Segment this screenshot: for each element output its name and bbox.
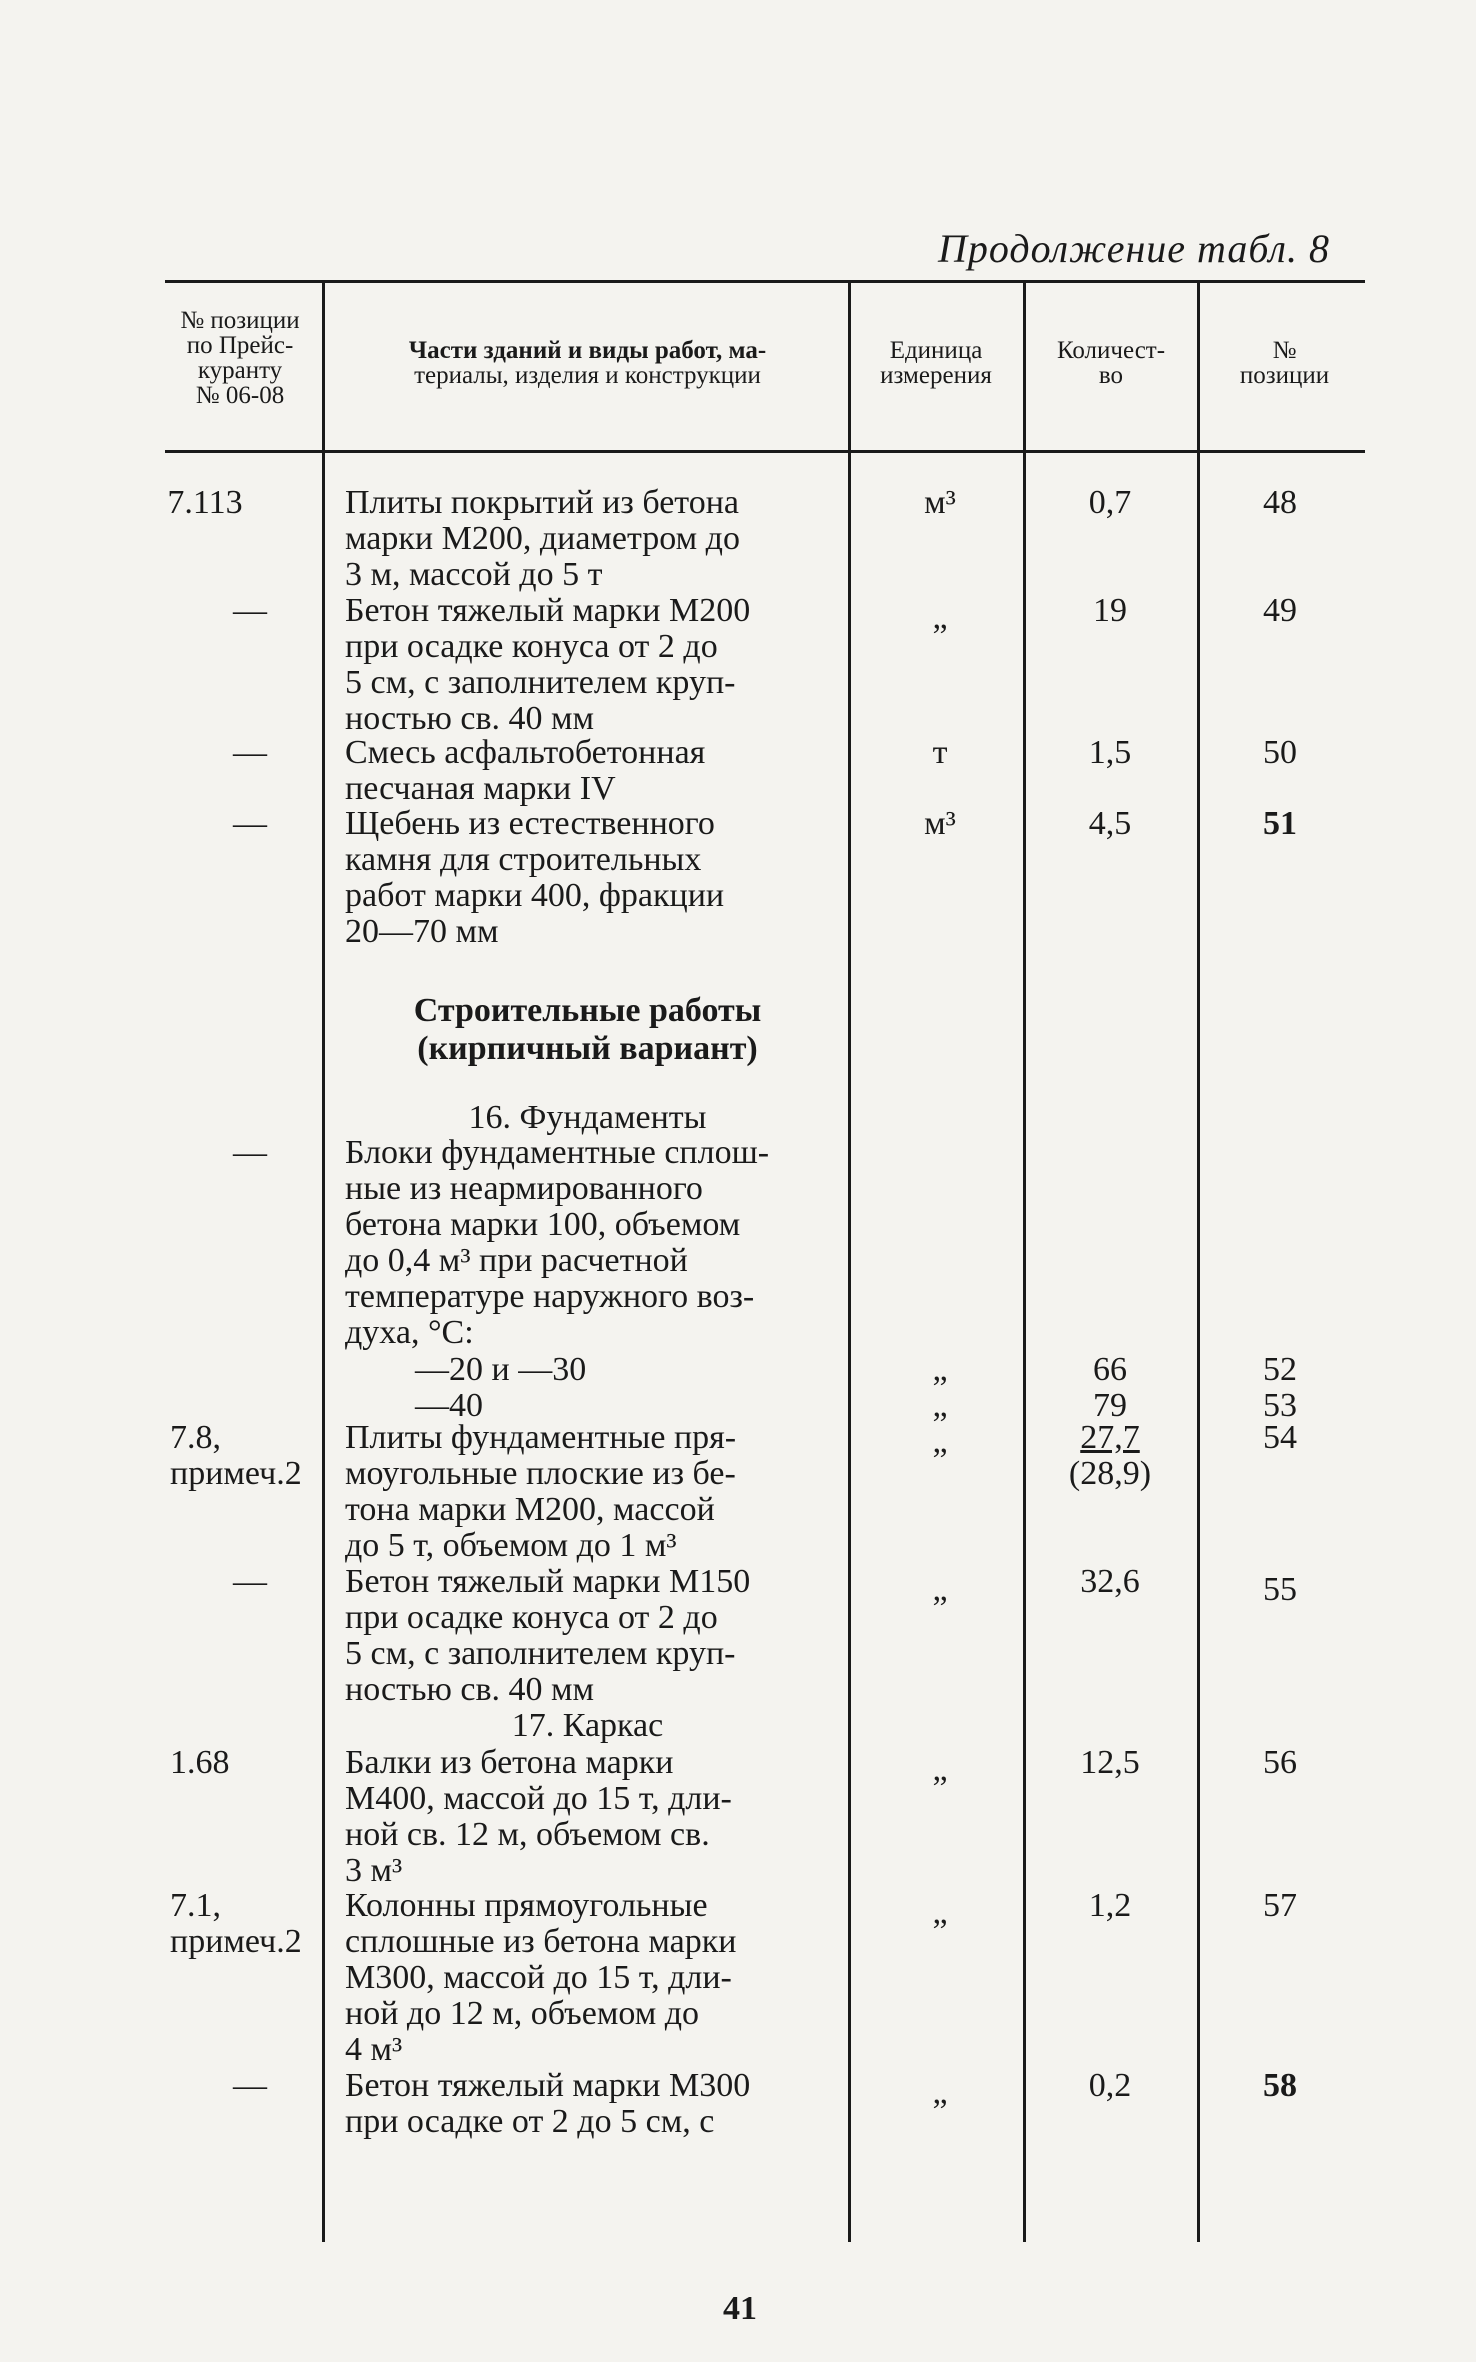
desc-line: ной св. 12 м, объемом св. [345,1816,710,1853]
sub-item-label: —40 [415,1387,483,1424]
row-quantity: 1,2 [1088,1887,1132,1924]
row-unit: м³ [924,805,956,842]
row-description [345,1135,845,1351]
ref-line: примеч.2 [170,1455,302,1492]
header-line: № [1272,337,1297,364]
desc-line: Бетон тяжелый марки М300 [345,2067,751,2104]
row-description [345,1420,845,1564]
row-description [345,593,845,737]
row-ref: — [233,1134,267,1171]
header-line: Количест- [1056,337,1166,364]
row-unit: „ [932,1751,948,1788]
row-position: 58 [1263,2067,1297,2104]
section-title-line: (кирпичный вариант) [417,1030,758,1067]
header-line: № позиции [180,307,300,334]
desc-line: 5 см, с заполнителем круп- [345,1635,736,1672]
desc-line: бетона марки 100, объемом [345,1206,741,1243]
row-ref: — [233,2067,267,2104]
desc-line: Колонны прямоугольные [345,1887,708,1924]
row-ref: — [233,734,267,771]
row-unit: м³ [924,484,956,521]
desc-line: моугольные плоские из бе- [345,1455,736,1492]
desc-line: камня для строительных [345,841,702,878]
desc-line: 5 см, с заполнителем круп- [345,664,736,701]
header-line: во [1098,362,1124,389]
row-position: 51 [1263,805,1297,842]
desc-line: ностью св. 40 мм [345,1671,595,1708]
column-rule-3 [1023,282,1026,2242]
desc-line: песчаная марки IV [345,770,616,807]
header-line: Части зданий и виды работ, ма- [408,337,767,364]
header-bottom-rule [165,450,1365,453]
row-position: 53 [1263,1387,1297,1424]
quantity-alt: (28,9) [1068,1455,1152,1492]
row-position: 49 [1263,592,1297,629]
desc-line: ные из неармированного [345,1170,703,1207]
row-unit: т [932,734,948,771]
row-description [345,1888,845,2068]
row-description [345,1564,845,1708]
row-position: 54 [1263,1419,1297,1456]
header-line: по Прейс- [186,332,294,359]
row-ref: 7.113 [167,484,243,521]
row-ref [170,1420,330,1492]
row-unit: „ [932,1894,948,1931]
desc-line: 3 м³ [345,1852,403,1889]
section-title [330,992,845,1068]
row-position: 55 [1263,1571,1297,1608]
header-line: № 06-08 [195,382,285,409]
row-ref: — [233,805,267,842]
row-quantity: 1,5 [1088,734,1132,771]
row-description [345,806,845,950]
desc-line: до 0,4 м³ при расчетной [345,1242,688,1279]
page-number: 41 [723,2290,757,2327]
desc-line: Балки из бетона марки [345,1744,674,1781]
subsection-heading: 16. Фундаменты [468,1099,707,1136]
desc-line: Щебень из естественного [345,805,715,842]
desc-line: при осадке конуса от 2 до [345,1599,718,1636]
header-line: Единица [889,337,983,364]
row-quantity: 0,7 [1088,484,1132,521]
desc-line: работ марки 400, фракции [345,877,725,914]
desc-line: температуре наружного воз- [345,1278,755,1315]
row-ref: 1.68 [170,1744,230,1781]
column-rule-2 [848,282,851,2242]
desc-line: марки М200, диаметром до [345,520,740,557]
row-position: 48 [1263,484,1297,521]
row-position: 57 [1263,1887,1297,1924]
row-quantity: 0,2 [1088,2067,1132,2104]
row-quantity: 79 [1093,1387,1127,1424]
desc-line: 4 м³ [345,2031,403,2068]
desc-line: Плиты фундаментные пря- [345,1419,737,1456]
desc-line: Бетон тяжелый марки М200 [345,592,751,629]
row-unit: „ [932,1423,948,1460]
row-unit: „ [932,1351,948,1388]
row-description [345,735,845,807]
row-description [345,2068,845,2140]
desc-line: духа, °С: [345,1314,474,1351]
header-unit [852,338,1020,388]
column-rule-4 [1197,282,1200,2242]
row-ref: — [233,592,267,629]
desc-line: ностью св. 40 мм [345,700,595,737]
desc-line: Смесь асфальтобетонная [345,734,706,771]
section-title-line: Строительные работы [413,992,762,1029]
header-line: куранту [197,357,283,384]
row-unit: „ [932,2074,948,2111]
desc-line: при осадке от 2 до 5 см, с [345,2103,715,2140]
desc-line: М300, массой до 15 т, дли- [345,1959,732,1996]
desc-line: Плиты покрытий из бетона [345,484,739,521]
header-position-ref [160,308,320,408]
desc-line: при осадке конуса от 2 до [345,628,718,665]
quantity-main: 27,7 [1080,1419,1140,1456]
desc-line: Блоки фундаментные сплош- [345,1134,770,1171]
ref-line: примеч.2 [170,1923,302,1960]
row-quantity: 66 [1093,1351,1127,1388]
header-line: териалы, изделия и конструкции [414,362,761,389]
header-quantity [1027,338,1195,388]
desc-line: 3 м, массой до 5 т [345,556,603,593]
sub-item-label: —20 и —30 [415,1351,587,1388]
row-quantity: 4,5 [1088,805,1132,842]
row-description [345,1745,845,1889]
row-quantity: 32,6 [1080,1563,1140,1600]
ref-line: 7.8, [170,1419,221,1456]
desc-line: сплошные из бетона марки [345,1923,737,1960]
row-unit: „ [932,1571,948,1608]
row-unit: „ [932,599,948,636]
header-line: измерения [880,362,992,389]
row-position: 50 [1263,734,1297,771]
ref-line: 7.1, [170,1887,221,1924]
row-unit: „ [932,1387,948,1424]
header-description [330,338,845,388]
header-line: позиции [1239,362,1330,389]
row-position: 52 [1263,1351,1297,1388]
row-quantity: 12,5 [1080,1744,1140,1781]
desc-line: 20—70 мм [345,913,499,950]
row-ref [170,1888,330,1960]
row-quantity [1030,1420,1190,1492]
header-position [1202,338,1367,388]
desc-line: до 5 т, объемом до 1 м³ [345,1527,677,1564]
desc-line: М400, массой до 15 т, дли- [345,1780,732,1817]
desc-line: Бетон тяжелый марки М150 [345,1563,751,1600]
table-top-rule [165,280,1365,283]
row-description [345,485,845,593]
desc-line: тона марки М200, массой [345,1491,715,1528]
table-caption: Продолжение табл. 8 [937,226,1330,271]
row-ref: — [233,1563,267,1600]
row-quantity: 19 [1093,592,1127,629]
row-position: 56 [1263,1744,1297,1781]
subsection-heading: 17. Каркас [511,1707,664,1744]
desc-line: ной до 12 м, объемом до [345,1995,700,2032]
